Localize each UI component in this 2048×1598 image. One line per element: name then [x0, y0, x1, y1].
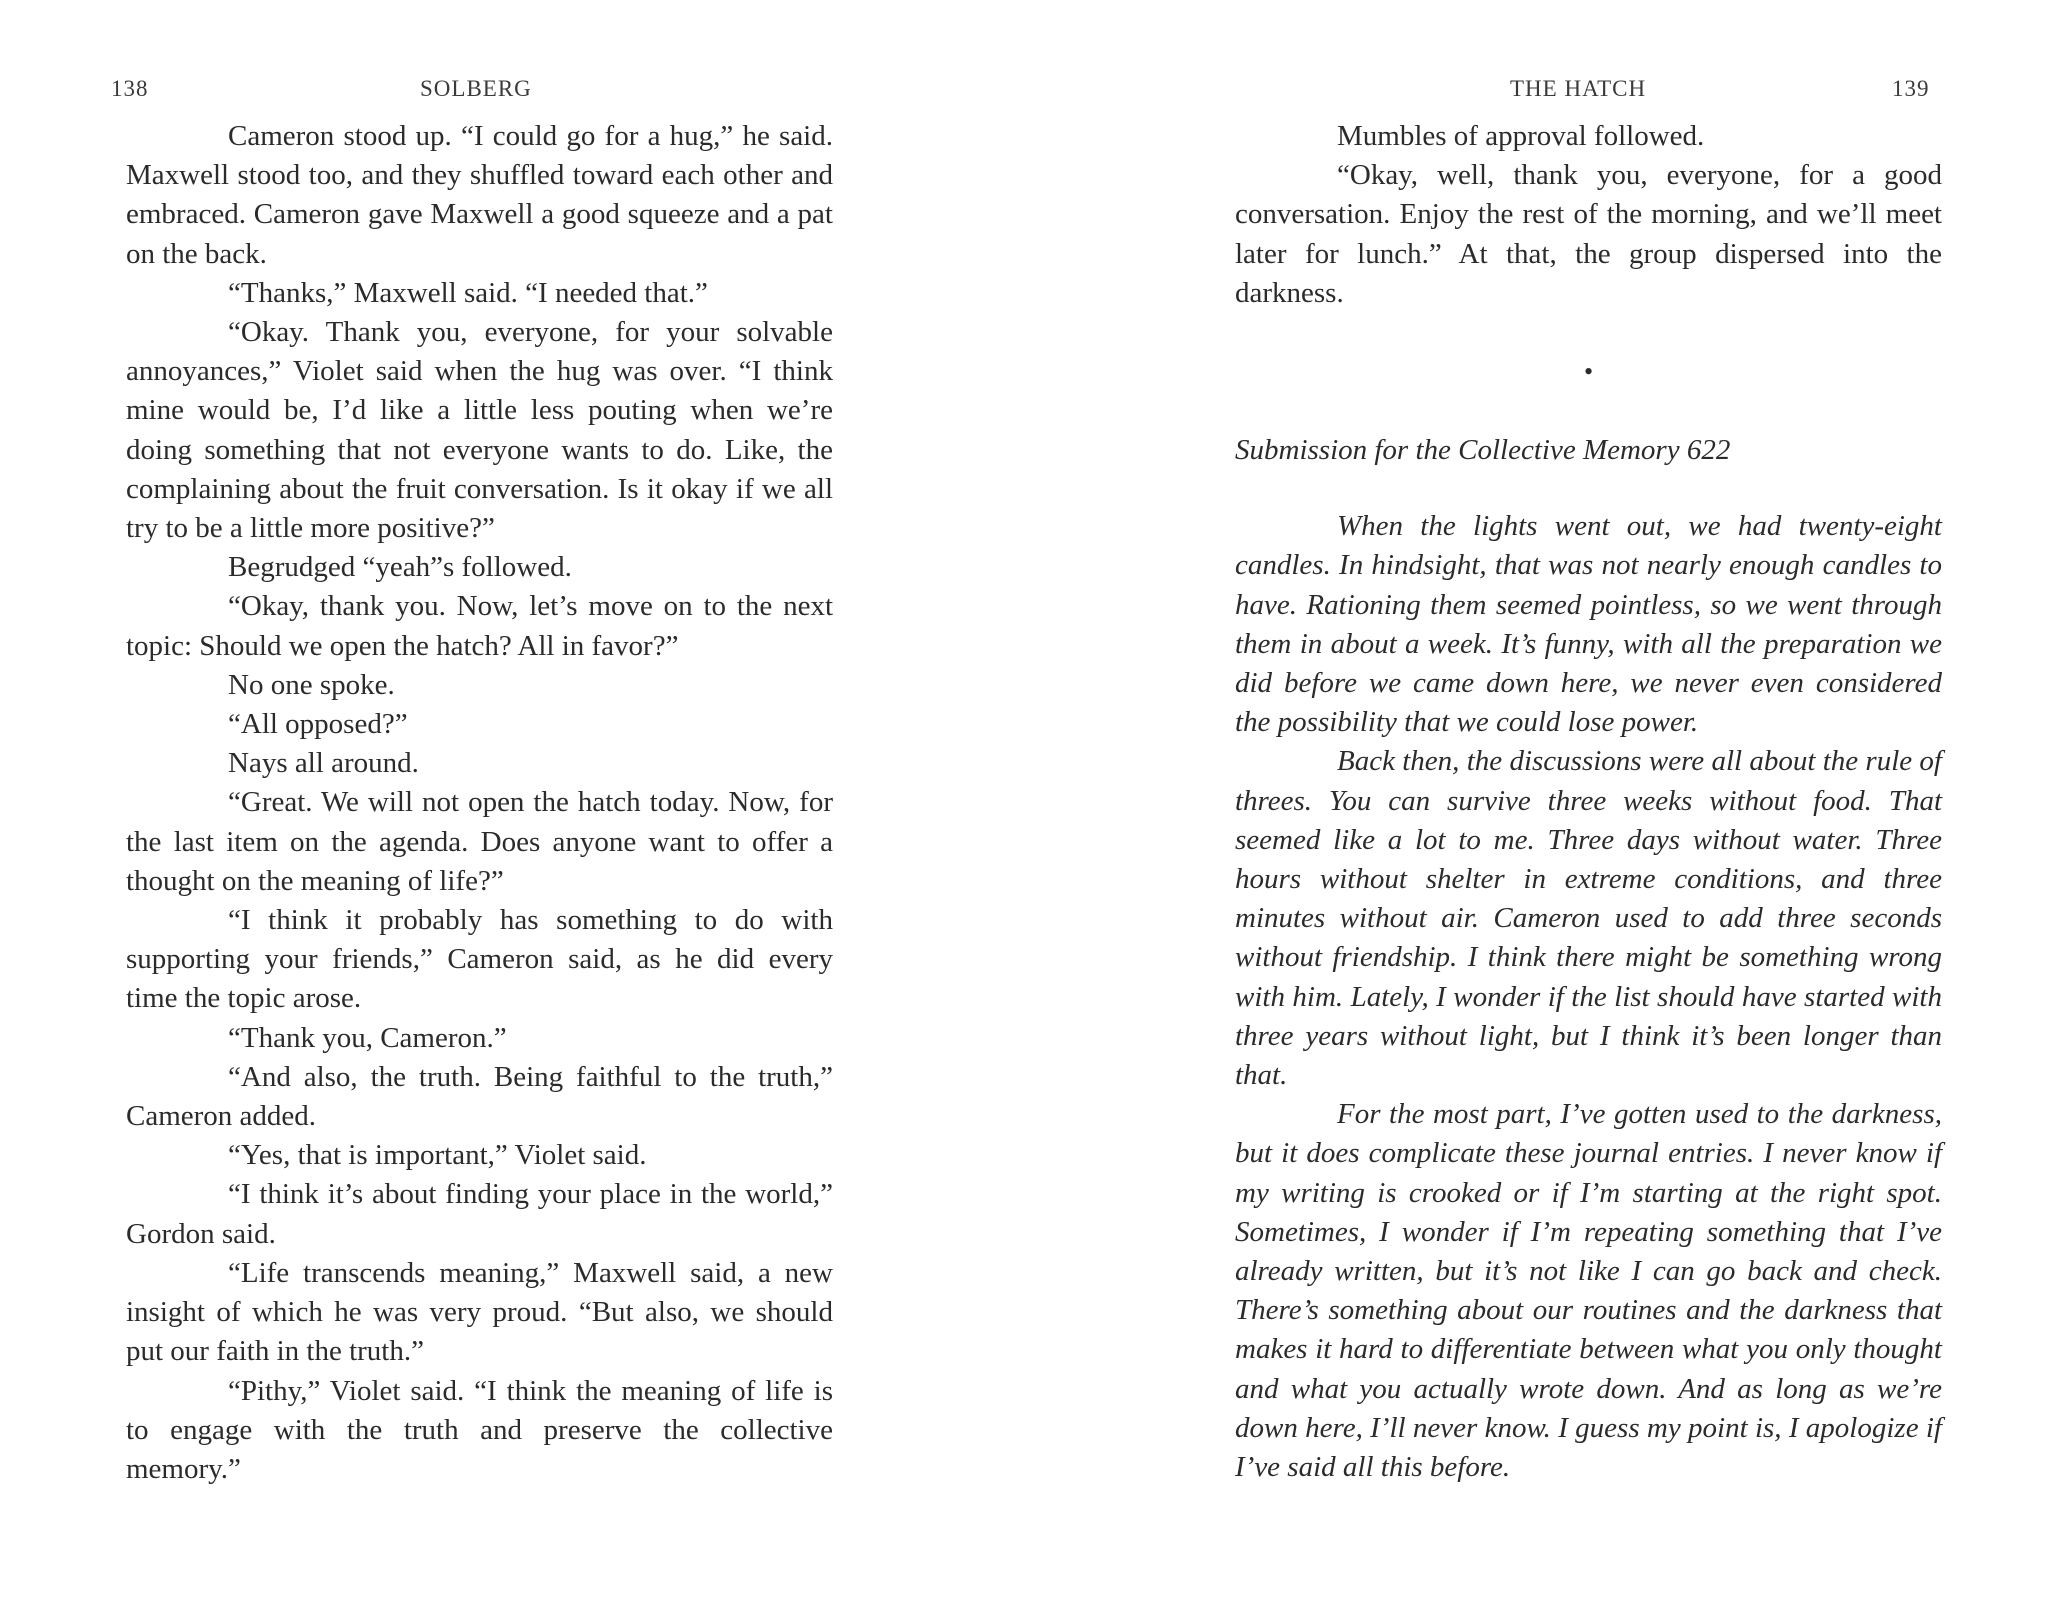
journal-paragraph: When the lights went out, we had twenty-eight candles. In hindsight, that was not nearly enough candles to have. Rationing them seemed pointless, so we went through them in about a week. It’s funny, with all the preparation we did before we came down here, we never even considered the possibility that we could lose power. — [1235, 510, 1942, 739]
paragraph: “Okay, well, thank you, everyone, for a good conversation. Enjoy the rest of the morning, and we’ll meet later for lunch.” At that, the group dispersed into the darkness. — [1235, 159, 1942, 309]
journal-paragraph: For the most part, I’ve gotten used to the darkness, but it does complicate these journal entries. I never know if my writing is crooked or if I’m starting at the right spot. Sometimes, I wonder if I’m repeating something that I’ve already written, but it’s not like I can go back and check. There’s something about our routines and the darkness that makes it hard to differentiate between what you only thought and what you actually wrote down. And as long as we’re down here, I’ll never know. I guess my point is, I apologize if I’ve said all this before. — [1235, 1098, 1942, 1484]
right-page — [1024, 0, 2048, 1598]
page-number: 138 — [111, 76, 149, 101]
paragraph: No one spoke. — [228, 668, 395, 701]
paragraph: Mumbles of approval followed. — [1337, 120, 1705, 152]
paragraph: Nays all around. — [228, 747, 419, 780]
paragraph: “Great. We will not open the hatch today. Now, for the last item on the agenda. Does anyone want to offer a thought on the meaning of life?” — [126, 786, 833, 897]
paragraph: “I think it probably has something to do with supporting your friends,” Cameron said, as he did every time the topic arose. — [126, 904, 833, 1015]
paragraph: “And also, the truth. Being faithful to the truth,” Cameron added. — [126, 1060, 833, 1133]
paragraph: “Okay, thank you. Now, let’s move on to the next topic: Should we open the hatch? All in favor?” — [126, 590, 833, 662]
paragraph: “Yes, that is important,” Violet said. — [228, 1139, 647, 1172]
running-head: SOLBERG — [420, 76, 532, 101]
body-text — [126, 117, 833, 1489]
paragraph: “All opposed?” — [228, 708, 408, 741]
paragraph: “Pithy,” Violet said. “I think the meaning of life is to engage with the truth and preserve the collective memory.” — [126, 1374, 833, 1485]
paragraph: “I think it’s about finding your place in the world,” Gordon said. — [126, 1178, 833, 1250]
paragraph: “Thank you, Cameron.” — [228, 1021, 507, 1054]
body-text — [1235, 117, 1942, 1487]
paragraph: Begrudged “yeah”s followed. — [228, 551, 572, 584]
submission-heading: Submission for the Collective Memory 622 — [1235, 434, 1731, 467]
running-head: THE HATCH — [1510, 76, 1647, 101]
paragraph: “Thanks,” Maxwell said. “I needed that.” — [228, 276, 708, 309]
spacer — [1235, 470, 1942, 507]
page-number: 139 — [1892, 76, 1930, 101]
paragraph: “Okay. Thank you, everyone, for your solvable annoyances,” Violet said when the hug was over. “I think mine would be, I’d like a little less pouting when we’re doing something that not everyone wants to do. Like, the complaining about the fruit conversation. Is it okay if we all try to be a little more positive?” — [126, 316, 833, 545]
paragraph: “Life transcends meaning,” Maxwell said, a new insight of which he was very proud. “But also, we should put our faith in the truth.” — [126, 1256, 833, 1368]
paragraph: Cameron stood up. “I could go for a hug,” he said. Maxwell stood too, and they shuffled toward each other and embraced. Cameron gave Maxwell a good squeeze and a pat on the back. — [126, 120, 833, 270]
journal-paragraph: Back then, the discussions were all about the rule of threes. You can survive three weeks without food. That seemed like a lot to me. Three days without water. Three hours without shelter in extreme conditions, and three minutes without air. Cameron used to add three seconds without friendship. I think there might be something wrong with him. Lately, I wonder if the list should have started with three years without light, but I think it’s been longer than that. — [1235, 745, 1942, 1092]
section-break: • — [1583, 357, 1594, 387]
